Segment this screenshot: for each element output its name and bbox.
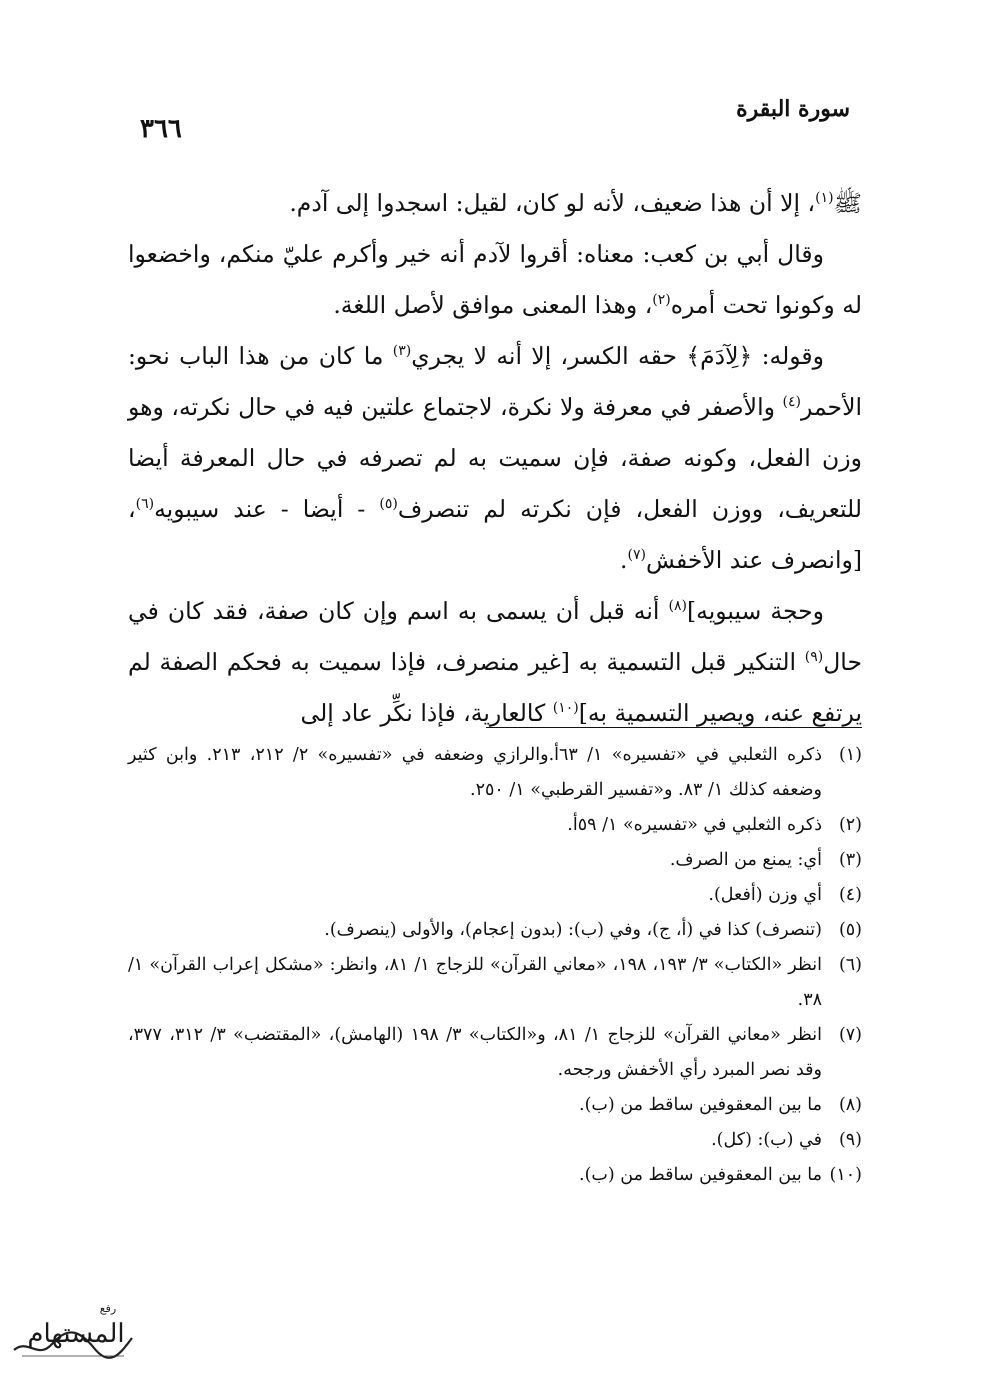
footnote-number: (٢) [838, 815, 862, 835]
footnote-text: أي وزن (أفعل). [708, 885, 822, 905]
footnote-text: ما بين المعقوفين ساقط من (ب). [579, 1165, 822, 1185]
stamp-small-text: رفع [99, 1302, 117, 1315]
footnote-ref: (١٠) [552, 700, 579, 716]
footnote-ref: (٩) [804, 649, 824, 665]
text-run: ، إلا أن هذا ضعيف، لأنه لو كان، لقيل: اسجدوا إلى آدم. [289, 189, 816, 217]
salawat-glyph: ﷺ [833, 189, 862, 217]
text-run: ما كان من هذا الباب نحو: الأحمر [128, 342, 862, 421]
footnote-ref: (٥) [379, 496, 398, 512]
footnote-text: (تنصرف) كذا في (أ، ج)، وفي (ب): (بدون إعجام)، والأولى (ينصرف). [324, 920, 822, 940]
page-header [140, 96, 850, 144]
footnote-3 [128, 843, 862, 878]
text-run: والأصفر في معرفة ولا نكرة، لاجتماع علتين فيه في حال نكرته، وهو وزن الفعل، وكونه صفة، فإن سميت به لم تصرفه في حال المعرفة أيضا للتعريف، ووزن الفعل، فإن نكرته لم تنصرف [128, 393, 862, 523]
footnote-ref: (٣) [392, 343, 412, 359]
footnote-9 [128, 1123, 862, 1158]
text-run: وحجة سيبويه] [686, 597, 824, 625]
text-run: التنكير قبل التسمية به [غير منصرف، فإذا سميت به فحكم الصفة لم يرتفع عنه، ويصير التسمية به] [128, 648, 862, 727]
footnote-8 [128, 1088, 862, 1123]
footnote-number: (٦) [838, 955, 862, 975]
paragraph-3 [128, 331, 862, 586]
footnote-ref: (٤) [782, 394, 801, 410]
footnote-number: (٤) [838, 885, 862, 905]
main-text [128, 178, 862, 739]
footnote-number: (٩) [838, 1130, 862, 1150]
footnote-ref: (٧) [627, 547, 646, 563]
text-run: وقوله: ﴿لِآدَمَ﴾ حقه الكسر، إلا أنه لا يجري [411, 342, 824, 370]
text-run: . [620, 546, 628, 574]
footnote-separator [486, 727, 862, 728]
text-run: وقال أبي بن كعب: معناه: أقروا لآدم أنه خير وأكرم عليّ منكم، واخضعوا له وكونوا تحت أمره [128, 240, 862, 319]
running-title: سورة البقرة [736, 96, 850, 122]
footnote-number: (٨) [838, 1095, 862, 1115]
footnote-ref: (١) [815, 190, 834, 206]
calligraphy-stamp [8, 1298, 138, 1368]
footnote-number: (١٠) [829, 1165, 862, 1185]
text-run: ، وهذا المعنى موافق لأصل اللغة. [333, 291, 653, 319]
footnote-2 [128, 808, 862, 843]
footnote-4 [128, 878, 862, 913]
footnote-text: انظر «الكتاب» ٣/ ١٩٣، ١٩٨، «معاني القرآن» للزجاج ١/ ٨١، وانظر: «مشكل إعراب القرآن» ١/ ٣٨. [128, 955, 822, 1010]
stamp-text: المستهام [27, 1319, 125, 1349]
footnote-number: (٥) [838, 920, 862, 940]
footnote-text: ما بين المعقوفين ساقط من (ب). [579, 1095, 822, 1115]
footnote-text: أي: يمنع من الصرف. [669, 850, 822, 870]
footnote-1 [128, 738, 862, 808]
text-run: أنه قبل أن يسمى به اسم وإن كان صفة، فقد كان في حال [128, 597, 862, 676]
footnote-10 [128, 1158, 862, 1193]
footnote-ref: (٢) [652, 292, 671, 308]
text-run: كالعارية، فإذا نكِّر عاد إلى [300, 699, 553, 727]
text-run: - أيضا - عند سيبويه [154, 495, 380, 523]
footnote-text: في (ب): (كل). [711, 1130, 822, 1150]
paragraph-4 [128, 586, 862, 739]
footnote-text: انظر «معاني القرآن» للزجاج ١/ ٨١، و«الكتاب» ٣/ ١٩٨ (الهامش)، «المقتضب» ٣/ ٣١٢، ٣٧٧، وقد نصر المبرد رأي الأخفش ورجحه. [128, 1025, 822, 1080]
footnote-number: (١) [838, 745, 862, 765]
footnote-7 [128, 1018, 862, 1088]
footnote-text: ذكره الثعلبي في «تفسيره» ١/ ٦٣أ.والرازي وضعفه في «تفسيره» ٢/ ٢١٢، ٢١٣. وابن كثير وضعفه كذلك ١/ ٨٣. و«تفسير القرطبي» ١/ ٢٥٠. [128, 745, 823, 800]
footnote-6 [128, 948, 862, 1018]
footnote-ref: (٨) [668, 598, 687, 614]
footnote-5 [128, 913, 862, 948]
footnote-text: ذكره الثعلبي في «تفسيره» ١/ ٥٩أ. [567, 815, 822, 835]
footnote-ref: (٦) [135, 496, 155, 512]
text-run: ، [وانصرف عند الأخفش [128, 495, 862, 574]
paragraph-1 [128, 178, 862, 229]
footnote-number: (٣) [838, 850, 862, 870]
paragraph-2 [128, 229, 862, 331]
footnote-number: (٧) [838, 1025, 862, 1045]
footnotes [128, 738, 862, 1193]
page-number: ٣٦٦ [140, 114, 182, 144]
